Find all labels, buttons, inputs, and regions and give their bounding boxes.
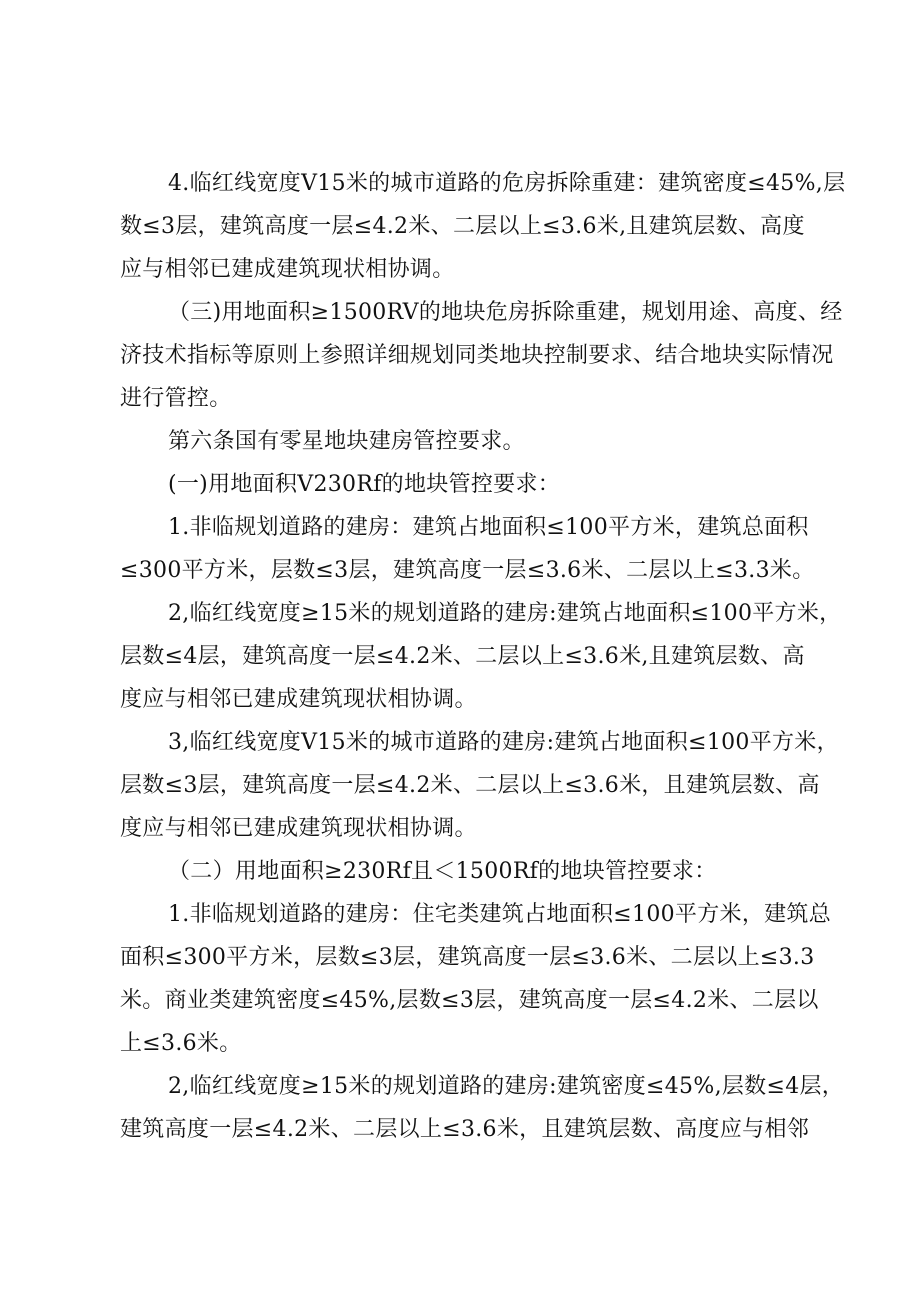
- text-line-2: 数≤3层，建筑高度一层≤4.2米、二层以上≤3.6米,且建筑层数、高度: [120, 214, 805, 239]
- text-line-13: 度应与相邻已建成建筑现状相协调。: [120, 687, 477, 712]
- text-line-17: （二）用地面积≥230Rf且＜1500Rf的地块管控要求：: [168, 859, 717, 884]
- text-line-7: 第六条国有零星地块建房管控要求。: [168, 429, 525, 454]
- text-line-23: 建筑高度一层≤4.2米、二层以上≤3.6米，且建筑层数、高度应与相邻: [120, 1117, 810, 1142]
- text-line-10: ≤300平方米，层数≤3层，建筑高度一层≤3.6米、二层以上≤3.3米。: [120, 558, 815, 583]
- text-line-6: 进行管控。: [120, 386, 232, 411]
- text-line-21: 上≤3.6米。: [120, 1031, 242, 1056]
- text-line-3: 应与相邻已建成建筑现状相协调。: [120, 257, 455, 282]
- text-line-11: 2,临红线宽度≥15米的规划道路的建房:建筑占地面积≤100平方米，: [168, 601, 842, 626]
- text-line-8: (一)用地面积V230Rf的地块管控要求：: [168, 472, 561, 497]
- text-line-4: （三)用地面积≥1500RV的地块危房拆除重建，规划用途、高度、经: [168, 300, 843, 325]
- text-line-16: 度应与相邻已建成建筑现状相协调。: [120, 816, 477, 841]
- text-line-9: 1.非临规划道路的建房：建筑占地面积≤100平方米，建筑总面积: [168, 515, 809, 540]
- text-line-18: 1.非临规划道路的建房：住宅类建筑占地面积≤100平方米，建筑总: [168, 902, 832, 927]
- text-line-20: 米。商业类建筑密度≤45%,层数≤3层，建筑高度一层≤4.2米、二层以: [120, 988, 819, 1013]
- text-line-22: 2,临红线宽度≥15米的规划道路的建房:建筑密度≤45%,层数≤4层，: [168, 1074, 845, 1099]
- text-line-12: 层数≤4层，建筑高度一层≤4.2米、二层以上≤3.6米,且建筑层数、高: [120, 644, 805, 669]
- text-line-15: 层数≤3层，建筑高度一层≤4.2米、二层以上≤3.6米，且建筑层数、高: [120, 773, 820, 798]
- text-line-1: 4.临红线宽度V15米的城市道路的危房拆除重建：建筑密度≤45%,层: [168, 171, 846, 196]
- text-line-14: 3,临红线宽度V15米的城市道路的建房:建筑占地面积≤100平方米，: [168, 730, 839, 755]
- text-line-19: 面积≤300平方米，层数≤3层，建筑高度一层≤3.6米、二层以上≤3.3: [120, 945, 815, 970]
- text-line-5: 济技术指标等原则上参照详细规划同类地块控制要求、结合地块实际情况: [120, 343, 834, 368]
